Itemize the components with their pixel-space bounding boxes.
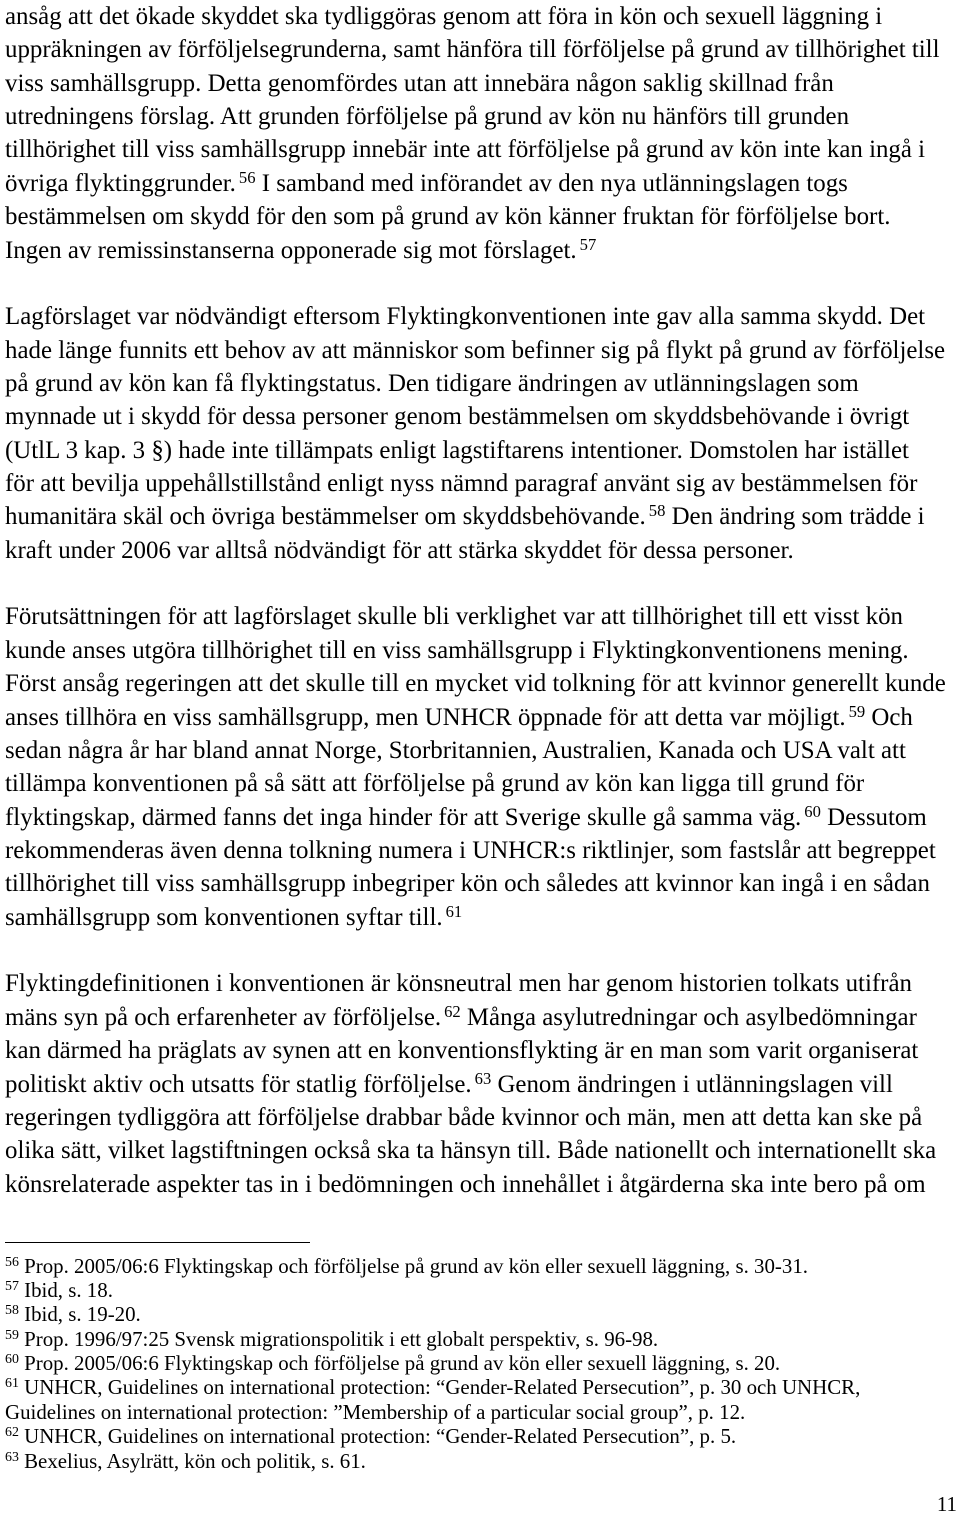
footnote-text: Prop. 1996/97:25 Svensk migrationspolitik i ett globalt perspektiv, s. 96-98. — [24, 1326, 659, 1351]
text-segment: kan därmed ha präglats av synen att en konventionsflykting är en man som varit organiserat — [5, 1037, 919, 1065]
footnote-number: 61 — [5, 1376, 19, 1392]
text-line — [5, 867, 957, 900]
footnote-line — [5, 1400, 957, 1424]
text-segment: övriga flyktinggrunder. — [5, 169, 236, 197]
footnote — [5, 1302, 957, 1326]
text-segment: (UtlL 3 kap. 3 §) hade inte tillämpats enligt lagstiftarens intentioner. Domstolen har istället — [5, 436, 909, 464]
footnote-number: 58 — [5, 1303, 19, 1319]
text-line — [5, 901, 957, 934]
footnote-reference: 57 — [579, 234, 597, 254]
footnote — [5, 1351, 957, 1375]
text-segment: Förutsättningen för att lagförslaget skulle bli verklighet var att tillhörighet till ett visst kön — [5, 603, 903, 631]
footnote-text: UNHCR, Guidelines on international protection: “Gender-Related Persecution”, p. 30 och UNHCR, — [24, 1375, 861, 1400]
text-segment: för att bevilja uppehållstillstånd enligt nyss nämnd paragraf använt sig av bestämmelsen för — [5, 470, 918, 498]
footnote — [5, 1375, 957, 1424]
text-segment: mäns syn på och erfarenheter av förföljelse. — [5, 1003, 442, 1031]
footnote-line — [5, 1424, 957, 1448]
text-line — [5, 334, 957, 367]
text-segment: tillhörighet till viss samhällsgrupp inbegriper kön och således att kvinnor kan ingå i en sådan — [5, 870, 930, 898]
text-segment: politiskt aktiv och utsatts för statlig förföljelse. — [5, 1070, 472, 1098]
text-line — [5, 1034, 957, 1067]
text-segment: samhällsgrupp som konventionen syftar till. — [5, 903, 443, 931]
text-segment: Många asylutredningar och asylbedömningar — [460, 1003, 917, 1031]
footnote-separator — [5, 1242, 310, 1243]
page-number: 11 — [936, 1492, 957, 1516]
text-segment: Dessutom — [820, 803, 927, 831]
footnote-text: Ibid, s. 18. — [24, 1277, 113, 1302]
text-segment: hade länge funnits ett behov av att människor som befinner sig på flykt på grund av förföljelse — [5, 336, 946, 364]
footnote-line — [5, 1302, 957, 1326]
text-line — [5, 701, 957, 734]
footnote-reference: 62 — [444, 1001, 461, 1021]
footnote-number: 57 — [5, 1278, 19, 1294]
paragraph — [5, 0, 957, 267]
text-segment: sedan några år har bland annat Norge, Storbritannien, Australien, Kanada och USA valt att — [5, 736, 906, 764]
text-line — [5, 33, 957, 66]
text-line — [5, 0, 957, 33]
footnote-reference: 59 — [848, 701, 866, 721]
text-segment: bestämmelsen om skydd för den som på grund av kön känner fruktan för förföljelse bort. — [5, 203, 891, 231]
text-line — [5, 534, 957, 567]
text-line — [5, 1068, 957, 1101]
text-line — [5, 100, 957, 133]
text-line — [5, 300, 957, 333]
text-segment: I samband med införandet av den nya utlänningslagen togs — [255, 169, 848, 197]
footnote-number: 59 — [5, 1327, 19, 1343]
footnote — [5, 1424, 957, 1448]
footnote-reference: 63 — [474, 1068, 492, 1088]
text-segment: tillämpa konventionen på så sätt att förföljelse på grund av kön kan ligga till grund för — [5, 770, 865, 798]
text-line — [5, 767, 957, 800]
text-segment: tillhörighet till viss samhällsgrupp innebär inte att förföljelse på grund av kön inte kan ingå i — [5, 136, 926, 164]
text-segment: flyktingskap, därmed fanns det inga hinder för att Sverige skulle gå samma väg. — [5, 803, 802, 831]
text-line — [5, 467, 957, 500]
text-segment: på grund av kön kan få flyktingstatus. Den tidigare ändringen av utlänningslagen som — [5, 369, 859, 397]
footnote-number: 62 — [5, 1425, 19, 1441]
text-segment: Först ansåg regeringen att det skulle till en mycket vid tolkning för att kvinnor generellt kunde — [5, 670, 946, 698]
text-segment: uppräkningen av förföljelsegrunderna, samt hänföra till förföljelse på grund av tillhörighet till — [5, 36, 940, 64]
text-line — [5, 834, 957, 867]
text-segment: ansåg att det ökade skyddet ska tydliggöras genom att föra in kön och sexuell läggning i — [5, 3, 883, 30]
footnote-line — [5, 1375, 957, 1399]
document-body — [5, 0, 957, 1201]
text-line — [5, 1168, 957, 1201]
text-line — [5, 1134, 957, 1167]
footnote-text: Prop. 2005/06:6 Flyktingskap och förföljelse på grund av kön eller sexuell läggning, s. 30-31. — [24, 1253, 808, 1278]
footnote-line — [5, 1449, 957, 1473]
text-segment: Genom ändringen i utlänningslagen vill — [491, 1070, 893, 1098]
text-segment: Ingen av remissinstanserna opponerade sig mot förslaget. — [5, 236, 577, 264]
text-segment: utredningens förslag. Att grunden förföljelse på grund av kön nu hänförs till grunden — [5, 103, 850, 131]
text-line — [5, 667, 957, 700]
footnote-text: Guidelines on international protection: ”Membership of a particular social group”, p. 12. — [5, 1399, 746, 1424]
footnote-reference: 60 — [804, 801, 821, 821]
text-segment: Och — [865, 703, 913, 731]
footnote-reference: 61 — [445, 901, 463, 921]
paragraph — [5, 300, 957, 567]
text-line — [5, 133, 957, 166]
footnote — [5, 1254, 957, 1278]
text-segment: regeringen tydliggöra att förföljelse drabbar både kvinnor och män, men att detta kan ske på — [5, 1103, 923, 1131]
footnote-text: Ibid, s. 19-20. — [24, 1302, 141, 1327]
footnote-number: 60 — [5, 1352, 19, 1368]
text-segment: Flyktingdefinitionen i konventionen är könsneutral men har genom historien tolkats utifrån — [5, 970, 912, 998]
text-line — [5, 734, 957, 767]
footnote-line — [5, 1351, 957, 1375]
text-line — [5, 167, 957, 200]
footnote-text: Bexelius, Asylrätt, kön och politik, s. 61. — [24, 1448, 366, 1473]
footnote-reference: 56 — [238, 167, 256, 187]
text-segment: olika sätt, vilket lagstiftningen också ska ta hänsyn till. Både nationellt och internationellt ska — [5, 1137, 937, 1165]
text-line — [5, 400, 957, 433]
text-segment: kunde anses utgöra tillhörighet till en viss samhällsgrupp i Flyktingkonventionens mening. — [5, 636, 909, 664]
footnote-line — [5, 1327, 957, 1351]
footnote-number: 56 — [5, 1254, 19, 1270]
text-segment: kraft under 2006 var alltså nödvändigt för att stärka skyddet för dessa personer. — [5, 536, 794, 564]
text-line — [5, 500, 957, 533]
text-segment: könsrelaterade aspekter tas in i bedömningen och innehållet i åtgärderna ska inte bero på om — [5, 1170, 926, 1198]
text-line — [5, 434, 957, 467]
text-line — [5, 801, 957, 834]
text-segment: viss samhällsgrupp. Detta genomfördes utan att innebära någon saklig skillnad från — [5, 69, 834, 97]
text-line — [5, 967, 957, 1000]
footnote-text: UNHCR, Guidelines on international protection: “Gender-Related Persecution”, p. 5. — [24, 1424, 737, 1449]
footnote — [5, 1278, 957, 1302]
paragraph — [5, 600, 957, 934]
text-segment: humanitära skäl och övriga bestämmelser om skyddsbehövande. — [5, 503, 646, 531]
text-line — [5, 1101, 957, 1134]
text-line — [5, 67, 957, 100]
text-line — [5, 200, 957, 233]
text-segment: Lagförslaget var nödvändigt eftersom Flyktingkonventionen inte gav alla samma skydd. Det — [5, 303, 926, 331]
footnote — [5, 1327, 957, 1351]
footnotes — [5, 1254, 957, 1473]
text-line — [5, 1001, 957, 1034]
paragraph — [5, 967, 957, 1201]
text-line — [5, 234, 957, 267]
footnote — [5, 1449, 957, 1473]
footnote-line — [5, 1278, 957, 1302]
text-line — [5, 367, 957, 400]
text-line — [5, 600, 957, 633]
text-segment: rekommenderas även denna tolkning numera i UNHCR:s riktlinjer, som fastslår att begreppet — [5, 836, 936, 864]
text-segment: Den ändring som trädde i — [665, 503, 925, 531]
footnote-line — [5, 1254, 957, 1278]
text-line — [5, 634, 957, 667]
footnote-text: Prop. 2005/06:6 Flyktingskap och förföljelse på grund av kön eller sexuell läggning, s. 20. — [24, 1351, 781, 1376]
footnote-reference: 58 — [648, 501, 666, 521]
text-segment: anses tillhöra en viss samhällsgrupp, men UNHCR öppnade för att detta var möjligt. — [5, 703, 846, 731]
text-segment: mynnade ut i skydd för dessa personer genom bestämmelsen om skyddsbehövande i övrigt — [5, 403, 910, 431]
footnote-number: 63 — [5, 1449, 19, 1465]
